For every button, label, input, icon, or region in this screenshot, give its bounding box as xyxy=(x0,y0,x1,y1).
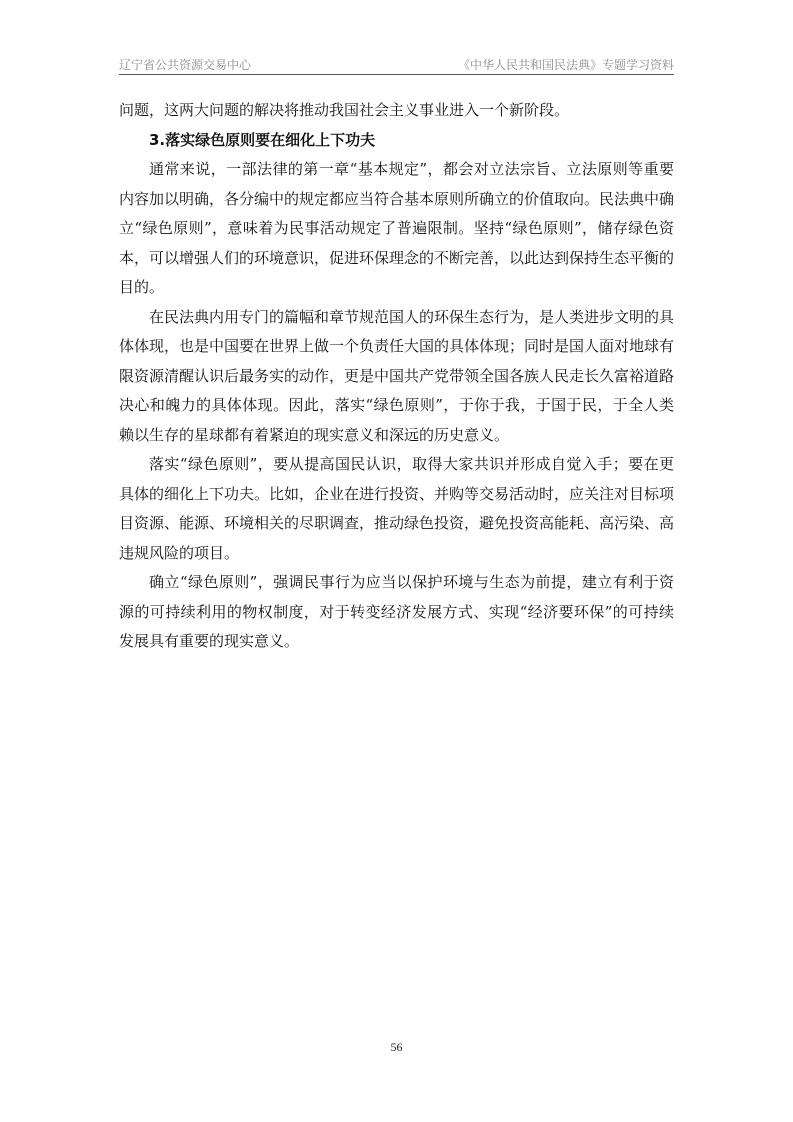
document-body xyxy=(119,96,674,657)
body-paragraph-2: 在民法典内用专门的篇幅和章节规范国人的环保生态行为，是人类进步文明的具体体现，也是中国要在世界上做一个负责任大国的具体体现；同时是国人面对地球有限资源清醒认识后最务实的动作，更是中国共产党带领全国各族人民走长久富裕道路决心和魄力的具体体现。因此，落实“绿色原则”，于你于我，于国于民，于全人类赖以生存的星球都有着紧迫的现实意义和深远的历史意义。 xyxy=(119,307,675,444)
header-document-title: 《中华人民共和国民法典》专题学习资料 xyxy=(457,58,674,72)
header-divider xyxy=(119,74,674,75)
body-paragraph-3: 落实“绿色原则”，要从提高国民认识，取得大家共识并形成自觉入手；要在更具体的细化上下功夫。比如，企业在进行投资、并购等交易活动时，应关注对目标项目资源、能源、环境相关的尽职调查，推动绿色投资，避免投资高能耗、高污染、高违规风险的项目。 xyxy=(119,455,675,562)
header-organization: 辽宁省公共资源交易中心 xyxy=(119,58,252,72)
body-paragraph-4: 确立“绿色原则”，强调民事行为应当以保护环境与生态为前提，建立有利于资源的可持续利用的物权制度，对于转变经济发展方式、实现“经济要环保”的可持续发展具有重要的现实意义。 xyxy=(119,573,674,650)
continuation-paragraph: 问题，这两大问题的解决将推动我国社会主义事业进入一个新阶段。 xyxy=(119,101,570,119)
page-header xyxy=(119,56,674,72)
page-number: 56 xyxy=(390,1040,403,1054)
body-paragraph-1: 通常来说，一部法律的第一章“基本规定”，都会对立法宗旨、立法原则等重要内容加以明确，各分编中的规定都应当符合基本原则所确立的价值取向。民法典中确立“绿色原则”，意味着为民事活动规定了普遍限制。坚持“绿色原则”，储存绿色资本，可以增强人们的环境意识，促进环保理念的不断完善，以此达到保持生态平衡的目的。 xyxy=(119,160,675,296)
section-heading: 3.落实绿色原则要在细化上下功夫 xyxy=(149,130,376,149)
